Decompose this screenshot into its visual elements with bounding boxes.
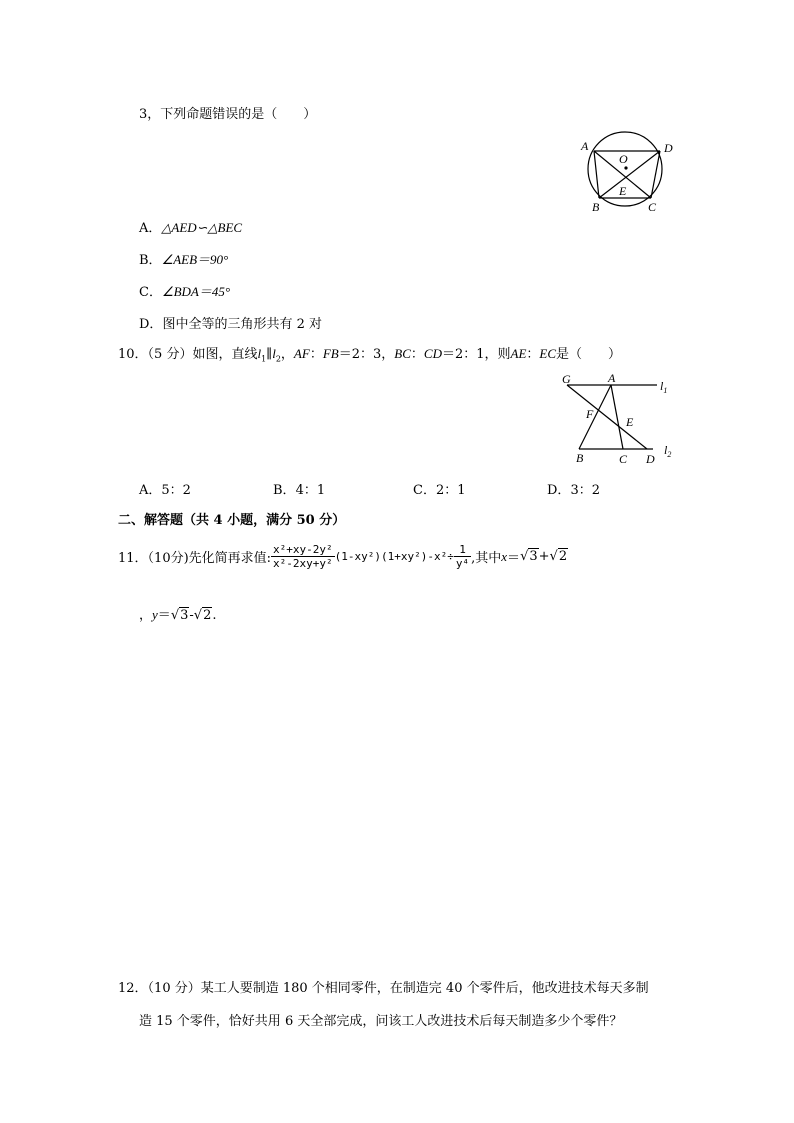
q10-option-d: D．3：2 — [547, 483, 600, 498]
question-12-line2: 造 15 个零件，恰好共用 6 天全部完成，问该工人改进技术后每天制造多少个零件？ — [139, 1014, 623, 1029]
q11-fraction: $\frac{\text{x²+xy-2y²}}{\text{x²-2xy+y²}}$ — [273, 543, 333, 570]
label-B: B — [592, 200, 600, 214]
label-l2: $l_2$ — [664, 443, 672, 459]
q9-option-d: D．图中全等的三角形共有 2 对 — [139, 317, 322, 332]
label-C: C — [619, 452, 628, 466]
section-2-title: 二、解答题（共 4 小题，满分 50 分） — [118, 513, 346, 528]
label-C: C — [648, 200, 657, 214]
label-O: O — [619, 152, 628, 166]
label-D: D — [646, 452, 655, 466]
question-10-figure — [557, 370, 679, 466]
label-l1: $l_1$ — [660, 379, 668, 395]
q10-option-b: B．4：1 — [273, 483, 326, 498]
question-11-line1: 11．（10分)先化简再求值: $\frac{\text{x²+xy-2y²}}{\text{x²-2xy+y²}}$ (1-xy²)(1+xy²)-x²÷ $\frac{1}{\text{y⁴}}$ ,其中 x ＝ √ 3 + √ 2 — [118, 543, 568, 570]
label-A: A — [608, 371, 616, 385]
label-D: D — [664, 141, 673, 155]
q9-option-c: C．∠BDA＝45° — [139, 284, 231, 300]
q11-middle: (1-xy²)(1+xy²)-x²÷ — [334, 550, 454, 563]
label-F: F — [586, 407, 594, 421]
q10-option-a: A．5：2 — [139, 483, 191, 498]
question-12-line1: 12．（10 分）某工人要制造 180 个相同零件，在制造完 40 个零件后，他改进技术每天多制 — [118, 981, 649, 996]
label-E: E — [626, 415, 634, 429]
question-10-stem: 10．（5 分）如图，直线$l_1\parallel l_2$，AF：FB＝2：3，BC：CD＝2：1，则AE：EC是（ ） — [118, 346, 622, 364]
label-G: G — [562, 372, 571, 386]
q11-fraction-2: $\frac{1}{\text{y⁴}}$ — [455, 543, 470, 570]
label-A: A — [581, 139, 589, 153]
q10-option-c: C．2：1 — [413, 483, 466, 498]
question-9-figure — [578, 130, 682, 216]
q11-prefix: 11．（10分)先化简再求值: — [118, 551, 272, 566]
question-9-stem: 3，下列命题错误的是（ ） — [139, 107, 317, 122]
q9-option-b: B．∠AEB＝90° — [139, 252, 229, 268]
question-11-line2: ，y＝√3-√2. — [139, 607, 217, 623]
label-E: E — [619, 184, 627, 198]
label-B: B — [576, 451, 584, 465]
q9-option-a: A．△AED∽△BEC — [139, 220, 243, 236]
